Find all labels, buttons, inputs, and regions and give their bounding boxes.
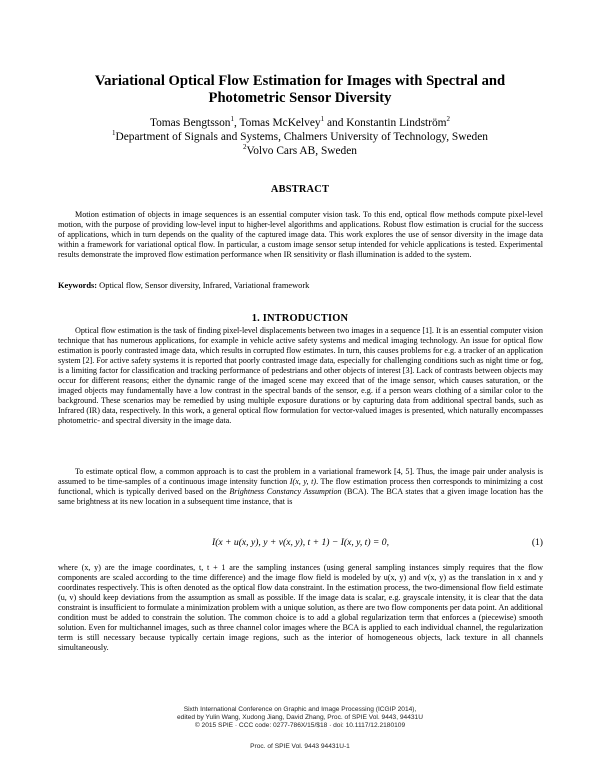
equation-1 — [58, 537, 543, 551]
footer-conference: Sixth International Conference on Graphic and Image Processing (ICGIP 2014), — [183, 706, 417, 713]
keywords-label: Keywords: — [58, 281, 98, 290]
intro-p2-function: I(x, y, t) — [289, 477, 317, 487]
affiliation-1 — [40, 131, 560, 145]
affiliation-2-marker: 2 — [242, 143, 247, 152]
intro-paragraph-3: where (x, y) are the image coordinates, t, t + 1 are the sampling instances (using general sampling instances simply requires that the flow components are scaled according to the time difference) and the image flow field is modeled by u(x, y) and v(x, y) as the translation in x and y coordinates respectively. This is often denoted as the optical flow data constraint. In the estimation process, the two-dimensional flow field estimate (u, v) should keep deviations from the assumption as small as possible. If the image data is scalar, e.g. grayscale intensity, it is clear that the data constraint is insufficient to formulate a minimization problem with a unique solution, as there are two flow components per data point. An additional condition must be added to constrain the solution. The common choice is to add a global regularization term that enforces a (piecewise) smooth solution. Even for multichannel images, such as three channel color images where the BCA is applied to each individual channel, the regularization term is still necessary because typically certain image regions, such as the interior of homogeneous objects, lack texture in all channels simultaneously. — [58, 563, 543, 653]
equation-1-expression: I(x + u(x, y), y + v(x, y), t + 1) − I(x, y, t) = 0, — [212, 537, 389, 548]
intro-p2-part-b: . The flow estimation process then corresponds to minimizing a cost functional, which is typically derived based on the — [58, 477, 543, 497]
footer-editors: edited by Yulin Wang, Xudong Jiang, David Zhang, Proc. of SPIE Vol. 9443, 94431U — [177, 714, 423, 721]
author-line — [40, 117, 560, 131]
introduction-heading: 1. INTRODUCTION — [251, 313, 349, 324]
intro-p2-bca-term: Brightness Constancy Assumption — [229, 487, 342, 497]
author-3: and Konstantin Lindström — [324, 117, 447, 129]
affiliation-1-text: Department of Signals and Systems, Chalmers University of Technology, Sweden — [115, 131, 488, 143]
affiliation-1-marker: 1 — [111, 129, 116, 138]
author-2: , Tomas McKelvey — [233, 117, 321, 129]
abstract-heading: ABSTRACT — [270, 184, 330, 195]
intro-p2-part-a: To estimate optical flow, a common approach is to cast the problem in a variational framework [4, 5]. Thus, the image pair under analysis is assumed to be time-samples of a continuous image intensity function — [58, 467, 543, 487]
equation-1-number: (1) — [531, 537, 543, 548]
keywords-text: Optical flow, Sensor diversity, Infrared, Variational framework — [97, 281, 310, 290]
intro-paragraph-2 — [58, 467, 543, 507]
keywords — [58, 281, 543, 291]
author-1: Tomas Bengtsson — [149, 117, 231, 129]
paper-title: Variational Optical Flow Estimation for Images with Spectral and Photometric Sensor Diversity — [94, 73, 506, 106]
affiliation-2 — [40, 145, 560, 159]
footer-page-number: Proc. of SPIE Vol. 9443 94431U-1 — [250, 743, 350, 750]
author-3-affil: 2 — [446, 115, 451, 124]
author-1-affil: 1 — [230, 115, 234, 124]
intro-p2-part-c: (BCA). The BCA states that a given image location has the same brightness at its new location in a subsequent time instance, that is — [58, 487, 543, 507]
abstract-text: Motion estimation of objects in image sequences is an essential computer vision task. To this end, optical flow methods compute pixel-level motion, with the purpose of providing low-level input to higher-level algorithms and applications. Robust flow estimation is crucial for the success of applications, which in turn depends on the quality of the captured image data. This work explores the use of sensor diversity in the image data within a framework for variational optical flow. In particular, a custom image sensor setup intended for vehicle applications is tested. Experimental results demonstrate the improved flow estimation performance when IR sensitivity or flash illumination is added to the system. — [58, 210, 543, 260]
affiliation-2-text: Volvo Cars AB, Sweden — [246, 145, 358, 157]
footer-copyright: © 2015 SPIE · CCC code: 0277-786X/15/$18 · doi: 10.1117/12.2180109 — [194, 722, 406, 729]
intro-paragraph-1: Optical flow estimation is the task of finding pixel-level displacements between two images in a sequence [1]. It is an essential computer vision technique that has numerous applications, for example in vehicle active safety systems and medical imaging technology. An issue for optical flow estimation is poorly contrasted image data, which results in corrupted flow estimates. In turn, this causes problems for e.g. a tracker of an application system [2]. For active safety systems it is reported that poorly contrasted image data, especially for challenging conditions such as night time or fog, is a limiting factor for classification and tracking performance of pedestrians and other objects of interest [3]. Lack of contrasts between objects may occur for different reasons; either the dynamic range of the imaged scene may exceed that of the image sensor, which causes saturation, or the imaged objects may fundamentally have a low contrast in the spectral bands of the sensor, e.g. if a person wears clothing of a similar color to the background. These scenarios may be remedied by using multiple exposure durations or by capturing data from additional spectral bands, such as Infrared (IR) data, respectively. In this work, a general optical flow formulation for vector-valued images is presented, which naturally encompasses photometric- and spectral diversity in the image data. — [58, 326, 543, 426]
author-2-affil: 1 — [320, 115, 325, 124]
